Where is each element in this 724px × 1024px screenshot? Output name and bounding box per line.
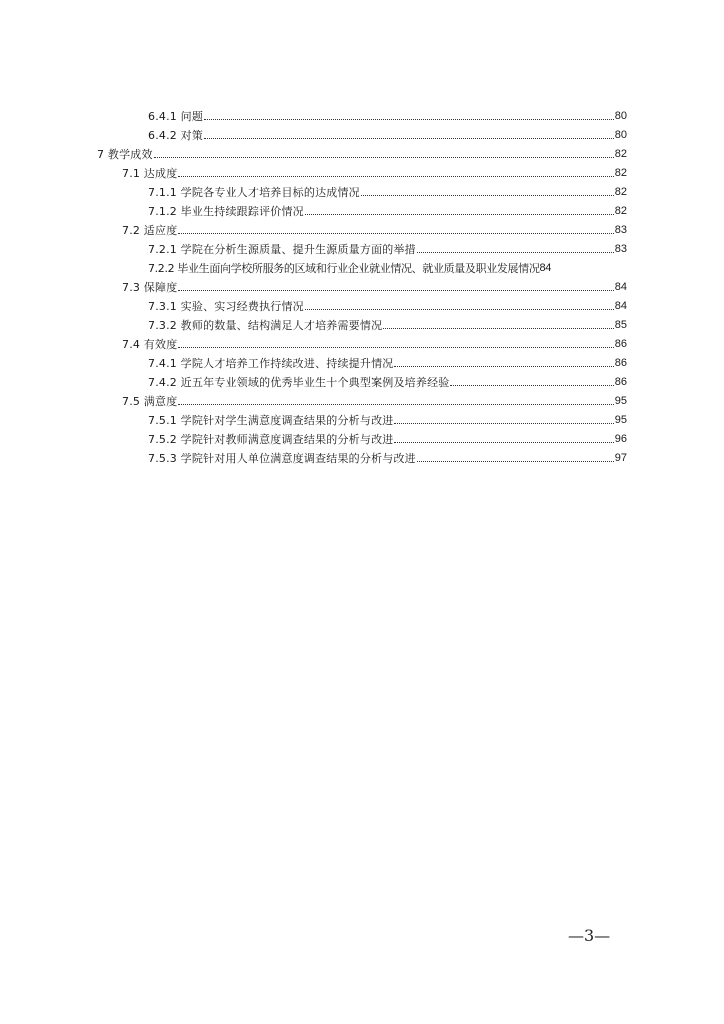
toc-entry-title: 6.4.2 对策 [148, 129, 204, 142]
toc-entry-page: 82 [614, 205, 627, 217]
toc-entry-page: 83 [614, 243, 627, 255]
dot-leader [154, 157, 614, 158]
toc-entry-title: 7.3 保障度 [122, 281, 178, 294]
toc-entry-page: 86 [614, 357, 627, 369]
toc-entry-page: 86 [614, 338, 627, 350]
toc-entry-7-5-3[interactable] [148, 446, 627, 465]
toc-entry-page: 84 [539, 262, 552, 274]
toc-entry-title: 7.2 适应度 [122, 224, 178, 237]
dot-leader [178, 404, 613, 405]
dot-leader [417, 461, 614, 462]
dot-leader [204, 138, 614, 139]
toc-entry-title: 7.4 有效度 [122, 338, 178, 351]
footer-page-number: —3— [568, 926, 611, 945]
dot-leader [450, 385, 613, 386]
toc-entry-6-4-1[interactable] [148, 104, 627, 123]
toc-entry-6-4-2[interactable] [148, 123, 627, 142]
toc-entry-title: 7.3.1 实验、实习经费执行情况 [148, 300, 304, 313]
toc-entry-7-4-2[interactable] [148, 370, 627, 389]
toc-entry-page: 85 [614, 319, 627, 331]
dot-leader [394, 442, 613, 443]
toc-entry-title: 7.3.2 教师的数量、结构满足人才培养需要情况 [148, 319, 383, 332]
toc-entry-title: 7.2.2 毕业生面向学校所服务的区域和行业企业就业情况、就业质量及职业发展情况 [148, 262, 540, 275]
toc-entry-7-1[interactable] [122, 161, 627, 180]
toc-entry-title: 7.5.3 学院针对用人单位满意度调查结果的分析与改进 [148, 452, 416, 465]
toc-entry-7-3-1[interactable] [148, 294, 627, 313]
toc-entry-title: 7.1.2 毕业生持续跟踪评价情况 [148, 205, 304, 218]
toc-entry-page: 80 [614, 110, 627, 122]
toc-entry-title: 7.5 满意度 [122, 395, 178, 408]
dot-leader [204, 119, 614, 120]
dot-leader [178, 233, 613, 234]
toc-entry-7[interactable] [97, 142, 627, 161]
toc-entry-title: 7.4.1 学院人才培养工作持续改进、持续提升情况 [148, 357, 394, 370]
toc-entry-title: 7.5.1 学院针对学生满意度调查结果的分析与改进 [148, 414, 394, 427]
dot-leader [305, 309, 614, 310]
toc-entry-7-5-2[interactable] [148, 427, 627, 446]
toc-entry-7-4[interactable] [122, 332, 627, 351]
dot-leader [305, 214, 614, 215]
toc-entry-title: 7 教学成效 [97, 148, 153, 161]
toc-entry-title: 7.1 达成度 [122, 167, 178, 180]
dot-leader [394, 366, 613, 367]
toc-entry-7-5[interactable] [122, 389, 627, 408]
toc-entry-page: 83 [614, 224, 627, 236]
toc-entry-7-1-1[interactable] [148, 180, 627, 199]
toc-entry-page: 97 [614, 452, 627, 464]
toc-entry-page: 86 [614, 376, 627, 388]
toc-entry-7-2[interactable] [122, 218, 627, 237]
dot-leader [178, 290, 613, 291]
dot-leader [361, 195, 614, 196]
toc-entry-7-2-1[interactable] [148, 237, 627, 256]
toc-entry-page: 95 [614, 395, 627, 407]
toc-entry-page: 82 [614, 148, 627, 160]
dot-leader [383, 328, 613, 329]
dot-leader [178, 176, 613, 177]
toc-entry-title: 6.4.1 问题 [148, 110, 204, 123]
toc-entry-page: 84 [614, 300, 627, 312]
dot-leader [178, 347, 613, 348]
toc-entry-title: 7.1.1 学院各专业人才培养目标的达成情况 [148, 186, 360, 199]
toc-entry-title: 7.4.2 近五年专业领域的优秀毕业生十个典型案例及培养经验 [148, 376, 450, 389]
dot-leader [417, 252, 614, 253]
toc-entry-7-3-2[interactable] [148, 313, 627, 332]
toc-entry-title: 7.5.2 学院针对教师满意度调查结果的分析与改进 [148, 433, 394, 446]
toc-entry-7-3[interactable] [122, 275, 627, 294]
toc-entry-page: 84 [614, 281, 627, 293]
dot-leader [394, 423, 613, 424]
toc-entry-7-4-1[interactable] [148, 351, 627, 370]
toc-entry-page: 95 [614, 414, 627, 426]
toc-entry-page: 80 [614, 129, 627, 141]
toc-entry-title: 7.2.1 学院在分析生源质量、提升生源质量方面的举措 [148, 243, 416, 256]
toc-entry-7-2-2[interactable] [148, 256, 627, 275]
toc-entry-page: 82 [614, 186, 627, 198]
toc-entry-page: 96 [614, 433, 627, 445]
toc-entry-7-1-2[interactable] [148, 199, 627, 218]
toc-entry-7-5-1[interactable] [148, 408, 627, 427]
toc-entry-page: 82 [614, 167, 627, 179]
